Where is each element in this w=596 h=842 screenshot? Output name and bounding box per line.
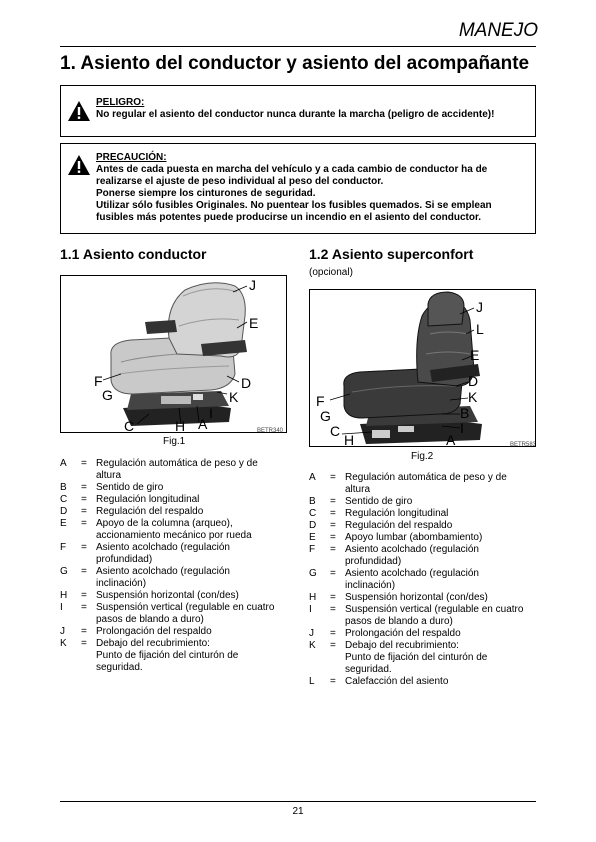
legend-item: F = Asiento acolchado (regulación profundidad) <box>60 542 290 566</box>
legend-text: Suspensión horizontal (con/des) <box>345 592 488 603</box>
danger-line: No regular el asiento del conductor nunca durante la marcha (peligro de accidente)! <box>96 109 495 120</box>
legend-item: A = Regulación automática de peso y de altura <box>309 472 539 496</box>
caution-line: fusibles más potentes puede producirse un incendio en el asiento del conductor. <box>96 212 482 223</box>
legend-key: J <box>60 626 65 637</box>
legend-item: C = Regulación longitudinal <box>309 508 539 520</box>
callout-label: E <box>249 315 259 331</box>
callout-label: H <box>175 418 186 434</box>
legend-text: inclinación) <box>96 578 147 589</box>
legend-key: K <box>309 640 316 651</box>
legend-item: G = Asiento acolchado (regulación inclinación) <box>60 566 290 590</box>
legend-item: A = Regulación automática de peso y de altura <box>60 458 290 482</box>
legend-item: I = Suspensión vertical (regulable en cuatro pasos de blando a duro) <box>309 604 539 628</box>
legend-text: Asiento acolchado (regulación <box>345 568 479 579</box>
caution-line: realizarse el ajuste de peso individual al peso del conductor. <box>96 176 384 187</box>
legend-item: I = Suspensión vertical (regulable en cuatro pasos de blando a duro) <box>60 602 290 626</box>
page-number: 21 <box>292 806 304 817</box>
callout-label: I <box>209 405 213 421</box>
caution-box <box>60 143 536 234</box>
section-heading-superconfort-seat: 1.2 Asiento superconfort <box>309 246 474 262</box>
legend-item: E = Apoyo de la columna (arqueo), accionamiento mecánico por rueda <box>60 518 290 542</box>
figure-code: BETR583 <box>510 442 537 448</box>
caution-line: Antes de cada puesta en marcha del vehículo y a cada cambio de conductor ha de <box>96 164 488 175</box>
figure-1 <box>60 275 287 433</box>
legend-text: Regulación longitudinal <box>96 494 200 505</box>
callout-label: C <box>330 423 341 439</box>
legend-item: D = Regulación del respaldo <box>60 506 290 518</box>
legend-text: Asiento acolchado (regulación <box>96 542 230 553</box>
legend-text: Debajo del recubrimiento: <box>96 638 210 649</box>
caution-line: Ponerse siempre los cinturones de seguridad. <box>96 188 316 199</box>
callout-label: F <box>94 373 103 389</box>
footer-rule <box>60 801 536 802</box>
legend-text: accionamiento mecánico por rueda <box>96 530 252 541</box>
legend-key: H <box>60 590 68 601</box>
callout-label: I <box>460 420 464 436</box>
legend-item: J = Prolongación del respaldo <box>309 628 539 640</box>
legend-key: K <box>60 638 67 649</box>
legend-item: B = Sentido de giro <box>60 482 290 494</box>
legend-2 <box>309 472 539 688</box>
legend-key: H <box>309 592 317 603</box>
callout-label: A <box>446 432 456 448</box>
callout-label: D <box>468 373 479 389</box>
legend-item: F = Asiento acolchado (regulación profundidad) <box>309 544 539 568</box>
legend-key: L <box>309 676 315 687</box>
danger-box <box>60 85 536 137</box>
legend-text: Sentido de giro <box>345 496 413 507</box>
legend-key: F <box>309 544 316 555</box>
legend-key: I <box>309 604 312 615</box>
callout-label: E <box>470 347 480 363</box>
caution-line: Utilizar sólo fusibles Originales. No puentear los fusibles quemados. Si se emplean <box>96 200 492 211</box>
legend-key: E <box>309 532 316 543</box>
legend-text: Regulación automática de peso y de <box>345 472 507 483</box>
legend-text: Punto de fijación del cinturón de <box>96 650 239 661</box>
callout-label: G <box>320 408 331 424</box>
callout-label: A <box>198 416 208 432</box>
legend-text: Suspensión vertical (regulable en cuatro <box>345 604 524 615</box>
page-title: 1. Asiento del conductor y asiento del acompañante <box>60 53 530 74</box>
callout-label: K <box>468 389 478 405</box>
legend-1 <box>60 458 290 674</box>
legend-item: K = Debajo del recubrimiento: Punto de fijación del cinturón de seguridad. <box>60 638 290 674</box>
callout-label: D <box>241 375 252 391</box>
legend-text: Apoyo de la columna (arqueo), <box>96 518 233 529</box>
legend-text: Sentido de giro <box>96 482 164 493</box>
legend-key: J <box>309 628 314 639</box>
legend-item: G = Asiento acolchado (regulación inclinación) <box>309 568 539 592</box>
callout-label: L <box>476 321 484 337</box>
callout-label: J <box>249 277 256 293</box>
legend-key: D <box>309 520 317 531</box>
legend-item: B = Sentido de giro <box>309 496 539 508</box>
section-heading-driver-seat: 1.1 Asiento conductor <box>60 246 207 262</box>
callout-label: H <box>344 432 355 448</box>
legend-text: Regulación longitudinal <box>345 508 449 519</box>
figure-2 <box>309 289 536 447</box>
section-subheading: (opcional) <box>309 267 353 278</box>
legend-key: E <box>60 518 67 529</box>
legend-text: Prolongación del respaldo <box>345 628 461 639</box>
legend-text: Asiento acolchado (regulación <box>345 544 479 555</box>
warning-triangle-icon <box>67 154 91 176</box>
legend-text: Suspensión horizontal (con/des) <box>96 590 239 601</box>
legend-key: B <box>60 482 67 493</box>
warning-triangle-icon <box>67 100 91 122</box>
legend-text: Asiento acolchado (regulación <box>96 566 230 577</box>
callout-label: C <box>124 418 135 434</box>
section-header: MANEJO <box>458 20 538 41</box>
legend-text: Apoyo lumbar (abombamiento) <box>345 532 483 543</box>
danger-title: PELIGRO: <box>96 97 145 108</box>
legend-text: profundidad) <box>345 556 402 567</box>
legend-item: L = Calefacción del asiento <box>309 676 539 688</box>
superconfort-seat-illustration <box>310 290 536 447</box>
legend-key: C <box>60 494 68 505</box>
legend-text: Prolongación del respaldo <box>96 626 212 637</box>
legend-text: Debajo del recubrimiento: <box>345 640 459 651</box>
legend-text: Calefacción del asiento <box>345 676 449 687</box>
callout-label: K <box>229 389 239 405</box>
legend-item: E = Apoyo lumbar (abombamiento) <box>309 532 539 544</box>
legend-key: A <box>60 458 67 469</box>
legend-key: G <box>60 566 68 577</box>
legend-text: pasos de blando a duro) <box>345 616 453 627</box>
legend-text: seguridad. <box>96 662 143 673</box>
legend-key: F <box>60 542 67 553</box>
legend-text: Punto de fijación del cinturón de <box>345 652 488 663</box>
legend-text: altura <box>345 484 371 495</box>
legend-key: C <box>309 508 317 519</box>
callout-label: G <box>102 387 113 403</box>
figure-1-caption: Fig.1 <box>163 436 186 447</box>
legend-item: C = Regulación longitudinal <box>60 494 290 506</box>
caution-title: PRECAUCIÓN: <box>96 152 167 163</box>
callout-label: J <box>476 299 483 315</box>
legend-item: J = Prolongación del respaldo <box>60 626 290 638</box>
figure-code: BETR340 <box>257 428 284 434</box>
legend-key: I <box>60 602 63 613</box>
legend-text: Regulación automática de peso y de <box>96 458 258 469</box>
legend-key: D <box>60 506 68 517</box>
legend-key: A <box>309 472 316 483</box>
legend-text: altura <box>96 470 122 481</box>
legend-text: inclinación) <box>345 580 396 591</box>
driver-seat-illustration <box>61 276 287 433</box>
legend-item: H = Suspensión horizontal (con/des) <box>309 592 539 604</box>
danger-text <box>96 109 527 121</box>
legend-text: pasos de blando a duro) <box>96 614 204 625</box>
callout-label: F <box>316 393 325 409</box>
header-rule <box>60 46 536 47</box>
legend-text: Regulación del respaldo <box>96 506 204 517</box>
callout-label: B <box>460 405 470 421</box>
legend-text: Suspensión vertical (regulable en cuatro <box>96 602 275 613</box>
figure-2-caption: Fig.2 <box>411 451 434 462</box>
legend-text: seguridad. <box>345 664 392 675</box>
caution-text <box>96 164 527 224</box>
legend-text: profundidad) <box>96 554 153 565</box>
legend-text: Regulación del respaldo <box>345 520 453 531</box>
legend-item: H = Suspensión horizontal (con/des) <box>60 590 290 602</box>
legend-item: K = Debajo del recubrimiento: Punto de fijación del cinturón de seguridad. <box>309 640 539 676</box>
legend-item: D = Regulación del respaldo <box>309 520 539 532</box>
legend-key: G <box>309 568 317 579</box>
legend-key: B <box>309 496 316 507</box>
